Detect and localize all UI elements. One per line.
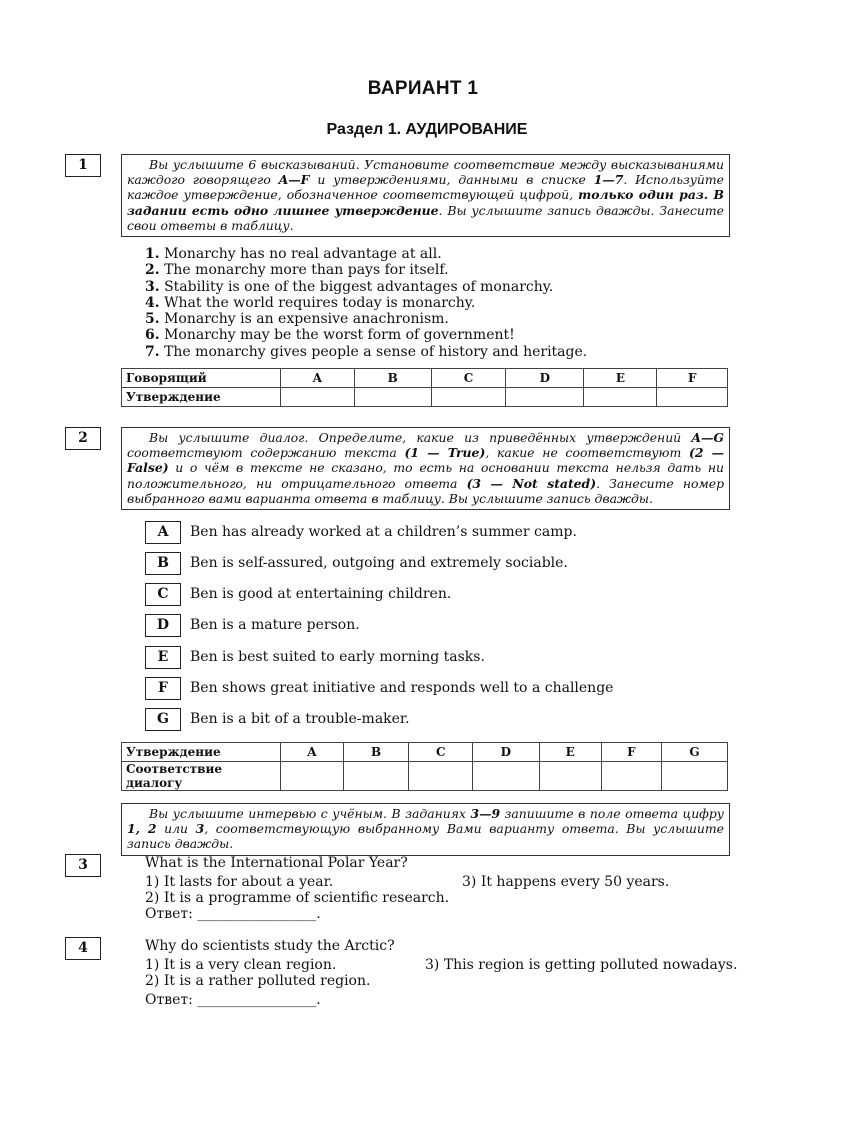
list-item [145,327,587,343]
table-header-cell: A [281,743,344,762]
instruction-bold: 1—7 [593,172,624,188]
table-row [122,762,728,791]
answer-cell[interactable] [354,388,431,407]
instruction-bold: только один раз. В задании есть одно лишнее утверждение [127,187,724,218]
table-header-cell: B [343,743,409,762]
task-number-4: 4 [65,937,101,960]
table-row [122,743,728,762]
instruction-text: запишите в поле ответа цифру [500,806,724,821]
table-header-cell: D [506,369,584,388]
statement-text: Ben is a mature person. [190,617,360,633]
statement-number: 5. [145,311,160,328]
table-header-cell: D [473,743,540,762]
table-row [122,369,728,388]
table-header-cell: G [661,743,727,762]
option-1: 1) It lasts for about a year. [145,874,334,890]
task1-instruction [121,154,730,237]
statement-number: 7. [145,343,160,360]
statement-text: Ben is good at entertaining children. [190,586,452,602]
instruction-text: или [156,821,196,837]
table-header-cell: F [657,369,728,388]
question-text: Why do scientists study the Arctic? [145,938,395,954]
statement-text: Ben is best suited to early morning tasks. [190,649,485,665]
page-title: ВАРИАНТ 1 [367,78,479,99]
statement-text: What the world requires today is monarchy. [164,294,476,311]
answer-field[interactable]: Ответ: _________________. [145,992,321,1008]
instruction-text: Вы услышите интервью с учёным. В заданиях [149,806,471,821]
statement-number: 1. [145,246,160,262]
table-header-cell: Утверждение [122,743,281,762]
list-item [145,246,587,262]
task-number-3: 3 [65,854,101,877]
statement-text: Monarchy may be the worst form of government! [164,327,515,344]
instruction-bold: 1, 2 [127,821,157,837]
question-text: What is the International Polar Year? [145,855,408,871]
statement-text: Ben shows great initiative and responds well to a challenge [190,680,614,696]
instruction-bold: (2 — False) [127,445,724,476]
table-row-label: Утверждение [122,388,281,407]
statement-text: Monarchy is an expensive anachronism. [164,311,449,328]
task-number-2: 2 [65,427,101,450]
answer-cell[interactable] [601,762,661,791]
answer-cell[interactable] [661,762,727,791]
statement-letter: D [145,614,181,637]
instruction-text: . Вы услышите запись дважды. Занесите свои ответы в таблицу. [127,202,724,233]
task1-statement-list [145,246,587,360]
statement-letter: C [145,583,181,606]
statement-number: 4. [145,294,160,311]
instruction-bold: 3 [195,821,205,837]
statement-text: The monarchy gives people a sense of history and heritage. [164,343,588,360]
instruction-bold: A—F [278,172,310,188]
statement-letter: A [145,521,181,544]
instruction-text: и утверждениями, данными в списке [309,172,594,188]
task2-answer-table [121,742,728,791]
list-item [145,344,587,360]
option-3: 3) This region is getting polluted nowadays. [425,957,738,973]
statement-number: 3. [145,278,160,295]
statement-number: 2. [145,262,160,279]
list-item [145,295,587,311]
answer-cell[interactable] [506,388,584,407]
instruction-text: . Используйте каждое утверждение, обозначенное соответствующей цифрой, [127,172,724,203]
table-header-cell: C [431,369,506,388]
statement-letter: G [145,708,181,731]
instruction-bold: A—G [691,430,724,445]
answer-cell[interactable] [473,762,540,791]
instruction-text: , соответствующую выбранному Вами варианту ответа. Вы услышите запись дважды. [127,821,724,852]
list-item [145,262,587,278]
statement-text: Monarchy has no real advantage at all. [164,246,442,262]
table-header-cell: A [281,369,355,388]
answer-cell[interactable] [539,762,601,791]
statement-text: Ben has already worked at a children’s summer camp. [190,524,577,540]
table-header-cell: C [409,743,473,762]
list-item [145,311,587,327]
option-1: 1) It is a very clean region. [145,957,337,973]
table-header-cell: E [584,369,657,388]
instruction-bold: 3—9 [470,806,501,821]
task1-answer-table [121,368,728,407]
statement-text: Ben is self-assured, outgoing and extremely sociable. [190,555,568,571]
answer-field[interactable]: Ответ: _________________. [145,906,321,922]
answer-cell[interactable] [657,388,728,407]
instruction-text: Вы услышите диалог. Определите, какие из приведённых утверждений [149,430,692,445]
instruction-bold: (3 — Not stated) [466,475,597,491]
instruction-text: соответствуют содержанию текста [127,445,405,461]
answer-cell[interactable] [281,762,344,791]
interview-instruction [121,803,730,856]
instruction-text: . Занесите номер выбранного вами варианта ответа в таблицу. Вы услышите запись дважды. [127,475,725,506]
table-header-cell: E [539,743,601,762]
instruction-text: и о чём в тексте не сказано, то есть на основании текста нельзя дать ни положительного, ни отрицательного ответа [127,460,724,491]
answer-cell[interactable] [584,388,657,407]
section-title: Раздел 1. АУДИРОВАНИЕ [326,121,528,138]
option-2: 2) It is a programme of scientific research. [145,890,450,906]
task2-instruction [121,427,730,510]
table-header-cell: F [601,743,661,762]
table-row [122,388,728,407]
instruction-text: Вы услышите 6 высказываний. Установите соответствие между высказываниями каждого говорящего [127,157,724,188]
statement-letter: F [145,677,181,700]
answer-cell[interactable] [281,388,355,407]
answer-cell[interactable] [431,388,506,407]
table-header-cell: B [354,369,431,388]
list-item [145,279,587,295]
table-row-label: Соответствие диалогу [122,762,281,791]
statement-letter: B [145,552,181,575]
statement-text: Stability is one of the biggest advantages of monarchy. [164,278,554,295]
statement-letter: E [145,646,181,669]
answer-cell[interactable] [409,762,473,791]
instruction-bold: (1 — True) [404,445,486,461]
statement-text: The monarchy more than pays for itself. [164,262,449,279]
option-3: 3) It happens every 50 years. [462,874,670,890]
statement-text: Ben is a bit of a trouble-maker. [190,711,410,727]
instruction-text: , какие не соответствуют [485,445,689,461]
option-2: 2) It is a rather polluted region. [145,973,371,989]
table-header-cell: Говорящий [122,369,281,388]
task-number-1: 1 [65,154,101,177]
answer-cell[interactable] [343,762,409,791]
statement-number: 6. [145,327,160,344]
